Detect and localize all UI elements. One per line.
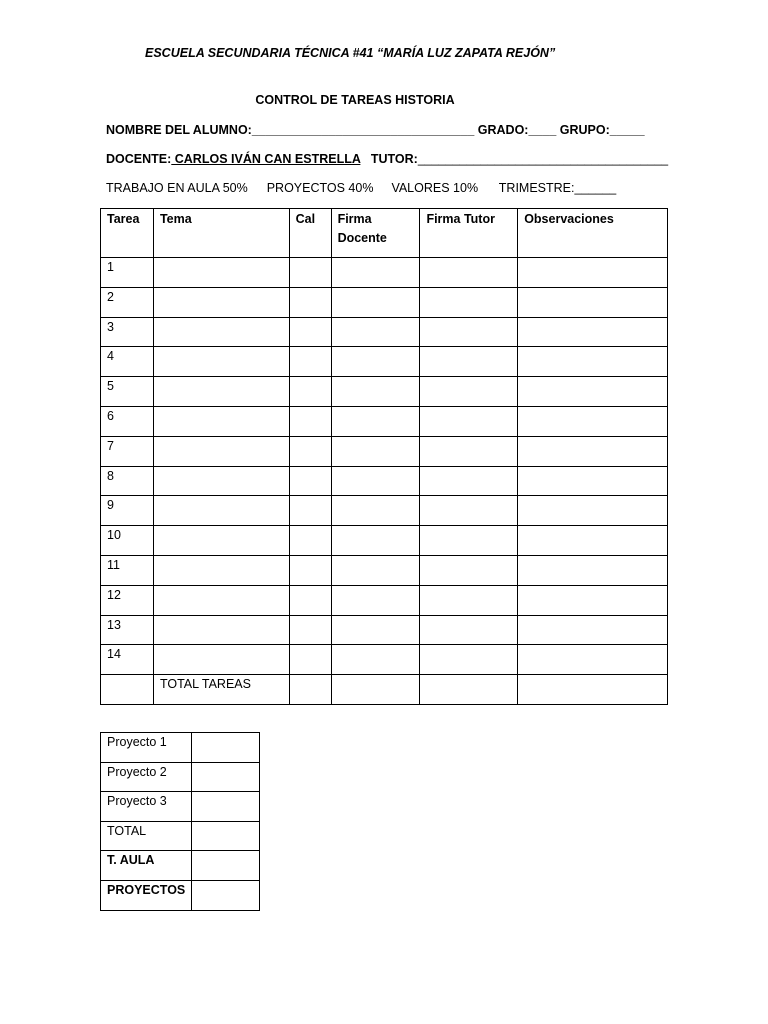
task-cell[interactable] (420, 317, 518, 347)
table-row (101, 526, 668, 556)
weight-proyectos: PROYECTOS 40% (266, 181, 374, 195)
tutor-label: TUTOR: (370, 152, 418, 166)
trimestre-blank[interactable]: ______ (574, 181, 617, 195)
task-number: 6 (101, 406, 154, 436)
task-cell[interactable] (331, 377, 420, 407)
task-cell[interactable] (518, 287, 668, 317)
task-cell[interactable] (331, 526, 420, 556)
col-header-cal: Cal (289, 209, 331, 258)
project-label: T. AULA (101, 851, 192, 881)
project-label: Proyecto 1 (101, 733, 192, 763)
project-value-cell[interactable] (192, 851, 260, 881)
page-title (0, 93, 710, 107)
total-row (101, 675, 668, 705)
col-header-firma-tutor: Firma Tutor (420, 209, 518, 258)
task-cell[interactable] (153, 347, 289, 377)
task-cell[interactable] (420, 496, 518, 526)
project-value-cell[interactable] (192, 792, 260, 822)
task-cell[interactable] (331, 436, 420, 466)
task-cell[interactable] (518, 645, 668, 675)
task-cell[interactable] (289, 615, 331, 645)
table-row (101, 466, 668, 496)
task-cell[interactable] (518, 585, 668, 615)
task-cell[interactable] (153, 466, 289, 496)
task-cell[interactable] (331, 496, 420, 526)
task-cell[interactable] (518, 317, 668, 347)
group-label: GRUPO: (559, 123, 610, 137)
task-cell[interactable] (420, 466, 518, 496)
task-number: 1 (101, 258, 154, 288)
task-number: 3 (101, 317, 154, 347)
table-row (101, 555, 668, 585)
project-value-cell[interactable] (192, 821, 260, 851)
project-label: PROYECTOS (101, 880, 192, 910)
task-cell[interactable] (518, 615, 668, 645)
table-row (101, 377, 668, 407)
task-number: 12 (101, 585, 154, 615)
tasks-table (100, 208, 668, 705)
task-cell[interactable] (518, 347, 668, 377)
task-cell[interactable] (153, 377, 289, 407)
task-cell[interactable] (153, 645, 289, 675)
task-cell[interactable] (420, 436, 518, 466)
task-cell[interactable] (331, 585, 420, 615)
task-cell[interactable] (153, 555, 289, 585)
task-cell[interactable] (331, 645, 420, 675)
weights-line (106, 181, 616, 195)
group-blank[interactable]: _____ (609, 123, 645, 137)
task-number: 13 (101, 615, 154, 645)
task-number: 7 (101, 436, 154, 466)
table-header-row (101, 209, 668, 258)
tutor-blank[interactable]: ____________________________________ (417, 152, 669, 166)
task-cell[interactable] (420, 347, 518, 377)
grade-label: GRADO: (477, 123, 529, 137)
task-cell[interactable] (331, 317, 420, 347)
teacher-label: DOCENTE: (106, 152, 172, 166)
col-header-tema: Tema (153, 209, 289, 258)
task-cell[interactable] (153, 406, 289, 436)
project-row (101, 733, 260, 763)
col-header-observaciones: Observaciones (518, 209, 668, 258)
table-row (101, 347, 668, 377)
task-cell[interactable] (331, 287, 420, 317)
task-number: 10 (101, 526, 154, 556)
task-cell[interactable] (420, 645, 518, 675)
task-cell[interactable] (289, 496, 331, 526)
task-cell[interactable] (289, 258, 331, 288)
student-line (106, 123, 645, 137)
table-row (101, 436, 668, 466)
task-number: 11 (101, 555, 154, 585)
table-row (101, 585, 668, 615)
task-cell[interactable] (331, 258, 420, 288)
total-cell[interactable] (420, 675, 518, 705)
task-cell[interactable] (289, 317, 331, 347)
teacher-line (106, 152, 668, 166)
task-cell[interactable] (153, 258, 289, 288)
task-number: 4 (101, 347, 154, 377)
task-cell[interactable] (331, 466, 420, 496)
task-cell[interactable] (420, 585, 518, 615)
task-cell[interactable] (289, 347, 331, 377)
total-cell[interactable] (518, 675, 668, 705)
project-row (101, 792, 260, 822)
task-cell[interactable] (420, 406, 518, 436)
table-row (101, 645, 668, 675)
task-cell[interactable] (518, 555, 668, 585)
project-value-cell[interactable] (192, 733, 260, 763)
task-cell[interactable] (420, 287, 518, 317)
task-cell[interactable] (289, 436, 331, 466)
project-row (101, 762, 260, 792)
grade-blank[interactable]: ____ (528, 123, 557, 137)
task-cell[interactable] (289, 377, 331, 407)
table-row (101, 287, 668, 317)
firma-docente-line1: Firma (337, 212, 372, 226)
weight-aula: TRABAJO EN AULA 50% (106, 181, 248, 195)
weight-valores: VALORES 10% (391, 181, 479, 195)
task-cell[interactable] (289, 645, 331, 675)
task-cell[interactable] (331, 615, 420, 645)
task-cell[interactable] (153, 615, 289, 645)
task-cell[interactable] (289, 526, 331, 556)
total-cell[interactable] (331, 675, 420, 705)
project-label: Proyecto 2 (101, 762, 192, 792)
task-cell[interactable] (289, 466, 331, 496)
trimestre-label: TRIMESTRE: (498, 181, 575, 195)
task-number: 9 (101, 496, 154, 526)
task-cell[interactable] (153, 287, 289, 317)
task-cell[interactable] (153, 436, 289, 466)
task-cell[interactable] (153, 526, 289, 556)
projects-table (100, 732, 260, 911)
task-cell[interactable] (518, 496, 668, 526)
project-row (101, 851, 260, 881)
task-cell[interactable] (153, 317, 289, 347)
task-cell[interactable] (518, 436, 668, 466)
task-cell[interactable] (420, 615, 518, 645)
project-label: Proyecto 3 (101, 792, 192, 822)
table-row (101, 406, 668, 436)
project-value-cell[interactable] (192, 880, 260, 910)
task-number: 2 (101, 287, 154, 317)
task-cell[interactable] (331, 347, 420, 377)
total-tareas-label: TOTAL TAREAS (153, 675, 289, 705)
task-cell[interactable] (518, 526, 668, 556)
task-cell[interactable] (420, 526, 518, 556)
task-cell[interactable] (289, 406, 331, 436)
task-cell[interactable] (518, 466, 668, 496)
task-cell[interactable] (331, 555, 420, 585)
task-cell[interactable] (518, 377, 668, 407)
total-cell[interactable] (289, 675, 331, 705)
task-cell[interactable] (153, 496, 289, 526)
table-row (101, 258, 668, 288)
task-cell[interactable] (518, 258, 668, 288)
task-cell[interactable] (289, 585, 331, 615)
col-header-firma-docente (331, 209, 420, 258)
table-row (101, 317, 668, 347)
firma-docente-line2: Docente (337, 231, 387, 245)
project-label: TOTAL (101, 821, 192, 851)
total-cell[interactable] (101, 675, 154, 705)
task-cell[interactable] (420, 258, 518, 288)
table-row (101, 615, 668, 645)
name-label: NOMBRE DEL ALUMNO: (106, 123, 252, 137)
project-row (101, 821, 260, 851)
title-text: CONTROL DE TAREAS HISTORIA (255, 93, 455, 107)
task-cell[interactable] (289, 555, 331, 585)
school-name: ESCUELA SECUNDARIA TÉCNICA #41 “MARÍA LUZ ZAPATA REJÓN” (145, 46, 556, 60)
project-value-cell[interactable] (192, 762, 260, 792)
col-header-tarea: Tarea (101, 209, 154, 258)
project-row (101, 880, 260, 910)
teacher-name: CARLOS IVÁN CAN ESTRELLA (171, 152, 361, 166)
task-cell[interactable] (289, 287, 331, 317)
task-cell[interactable] (420, 555, 518, 585)
task-number: 8 (101, 466, 154, 496)
task-cell[interactable] (331, 406, 420, 436)
name-blank[interactable]: ________________________________ (251, 123, 475, 137)
task-cell[interactable] (153, 585, 289, 615)
task-cell[interactable] (518, 406, 668, 436)
table-row (101, 496, 668, 526)
task-number: 14 (101, 645, 154, 675)
task-number: 5 (101, 377, 154, 407)
task-cell[interactable] (420, 377, 518, 407)
